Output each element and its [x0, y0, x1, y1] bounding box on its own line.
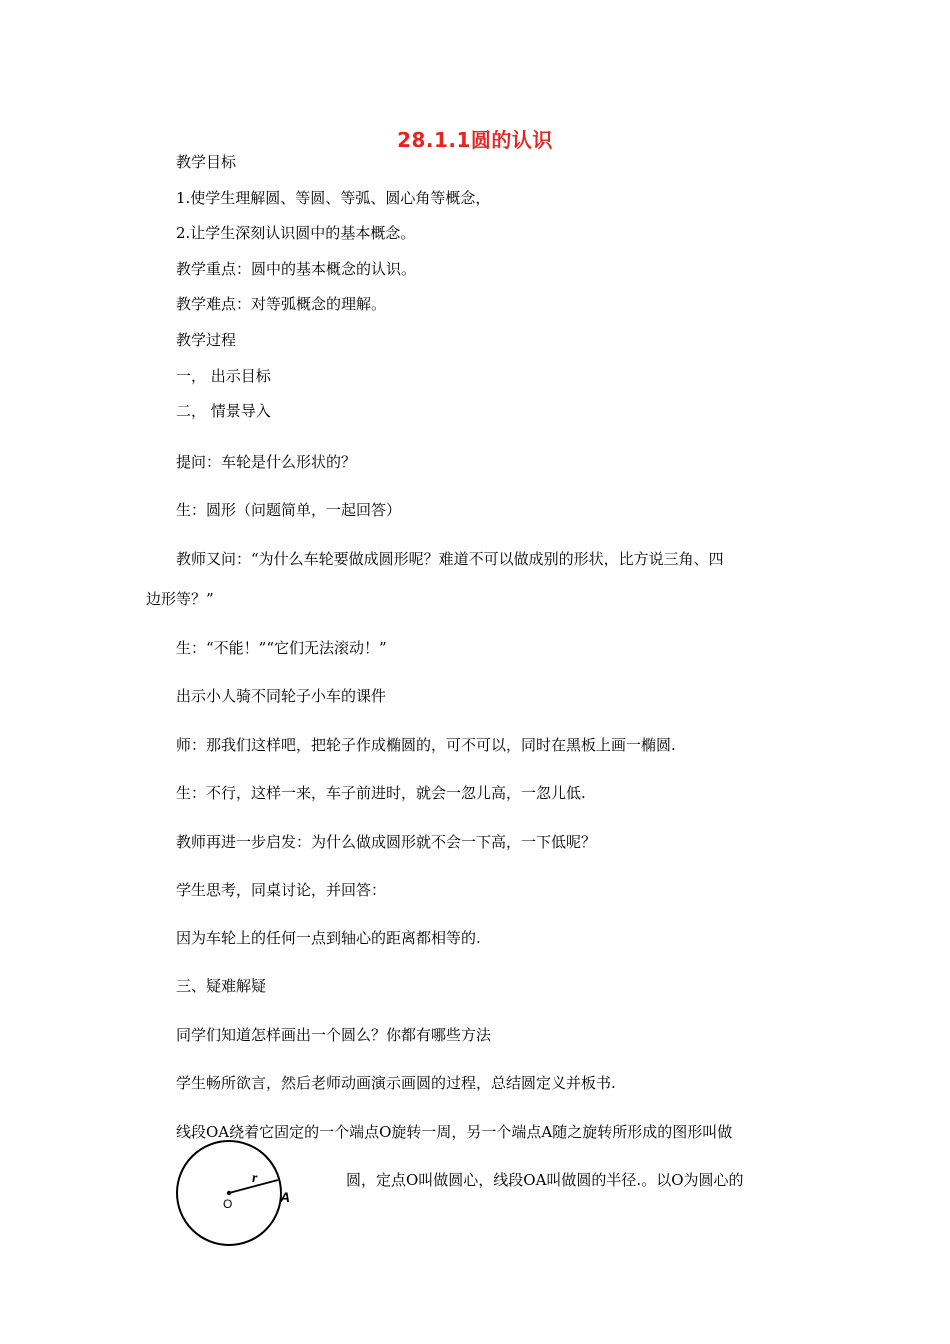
paragraph: 学生畅所欲言，然后老师动画演示画圆的过程，总结圆定义并板书.	[176, 1074, 616, 1092]
key-point: 教学重点：圆中的基本概念的认识。	[176, 260, 417, 278]
objective-1: 1.使学生理解圆、等圆、等弧、圆心角等概念，	[176, 189, 491, 207]
step-3-heading: 三、疑难解疑	[176, 977, 267, 995]
difficult-point: 教学难点：对等弧概念的理解。	[176, 295, 387, 313]
paragraph: 生：“不能！”“它们无法滚动！”	[176, 639, 387, 657]
circle-diagram	[172, 1140, 302, 1250]
paragraph-continuation: 边形等？”	[146, 590, 214, 608]
paragraph: 出示小人骑不同轮子小车的课件	[176, 687, 387, 705]
step-1-heading: 一， 出示目标	[176, 367, 271, 385]
paragraph: 师：那我们这样吧，把轮子作成椭圆的，可不可以，同时在黑板上画一椭圆.	[176, 736, 676, 754]
radius-label: r	[252, 1171, 258, 1186]
document-title: 28.1.1圆的认识	[397, 128, 553, 152]
paragraph: 生：不行，这样一来，车子前进时，就会一忽儿高，一忽儿低.	[176, 784, 586, 802]
section-heading-process: 教学过程	[176, 331, 237, 349]
paragraph: 教师再进一步启发：为什么做成圆形就不会一下高，一下低呢？	[176, 833, 597, 851]
center-label: O	[223, 1197, 233, 1211]
paragraph: 同学们知道怎样画出一个圆么？你都有哪些方法	[176, 1026, 492, 1044]
paragraph: 因为车轮上的任何一点到轴心的距离都相等的.	[176, 929, 481, 947]
paragraph-continuation: 圆，定点O叫做圆心，线段OA叫做圆的半径.。以O为圆心的	[346, 1171, 744, 1189]
objective-2: 2.让学生深刻认识圆中的基本概念。	[176, 224, 416, 242]
paragraph: 生：圆形（问题简单，一起回答）	[176, 501, 402, 519]
paragraph: 线段OA绕着它固定的一个端点O旋转一周，另一个端点A随之旋转所形成的图形叫做	[176, 1123, 733, 1141]
circle-figure	[172, 1140, 302, 1250]
step-2-heading: 二， 情景导入	[176, 402, 271, 420]
section-heading-objectives: 教学目标	[176, 153, 237, 171]
paragraph: 提问：车轮是什么形状的？	[176, 453, 357, 471]
paragraph: 教师又问：“为什么车轮要做成圆形呢？难道不可以做成别的形状，比方说三角、四	[176, 550, 724, 568]
point-label: A	[280, 1189, 291, 1205]
paragraph: 学生思考，同桌讨论，并回答：	[176, 881, 387, 899]
